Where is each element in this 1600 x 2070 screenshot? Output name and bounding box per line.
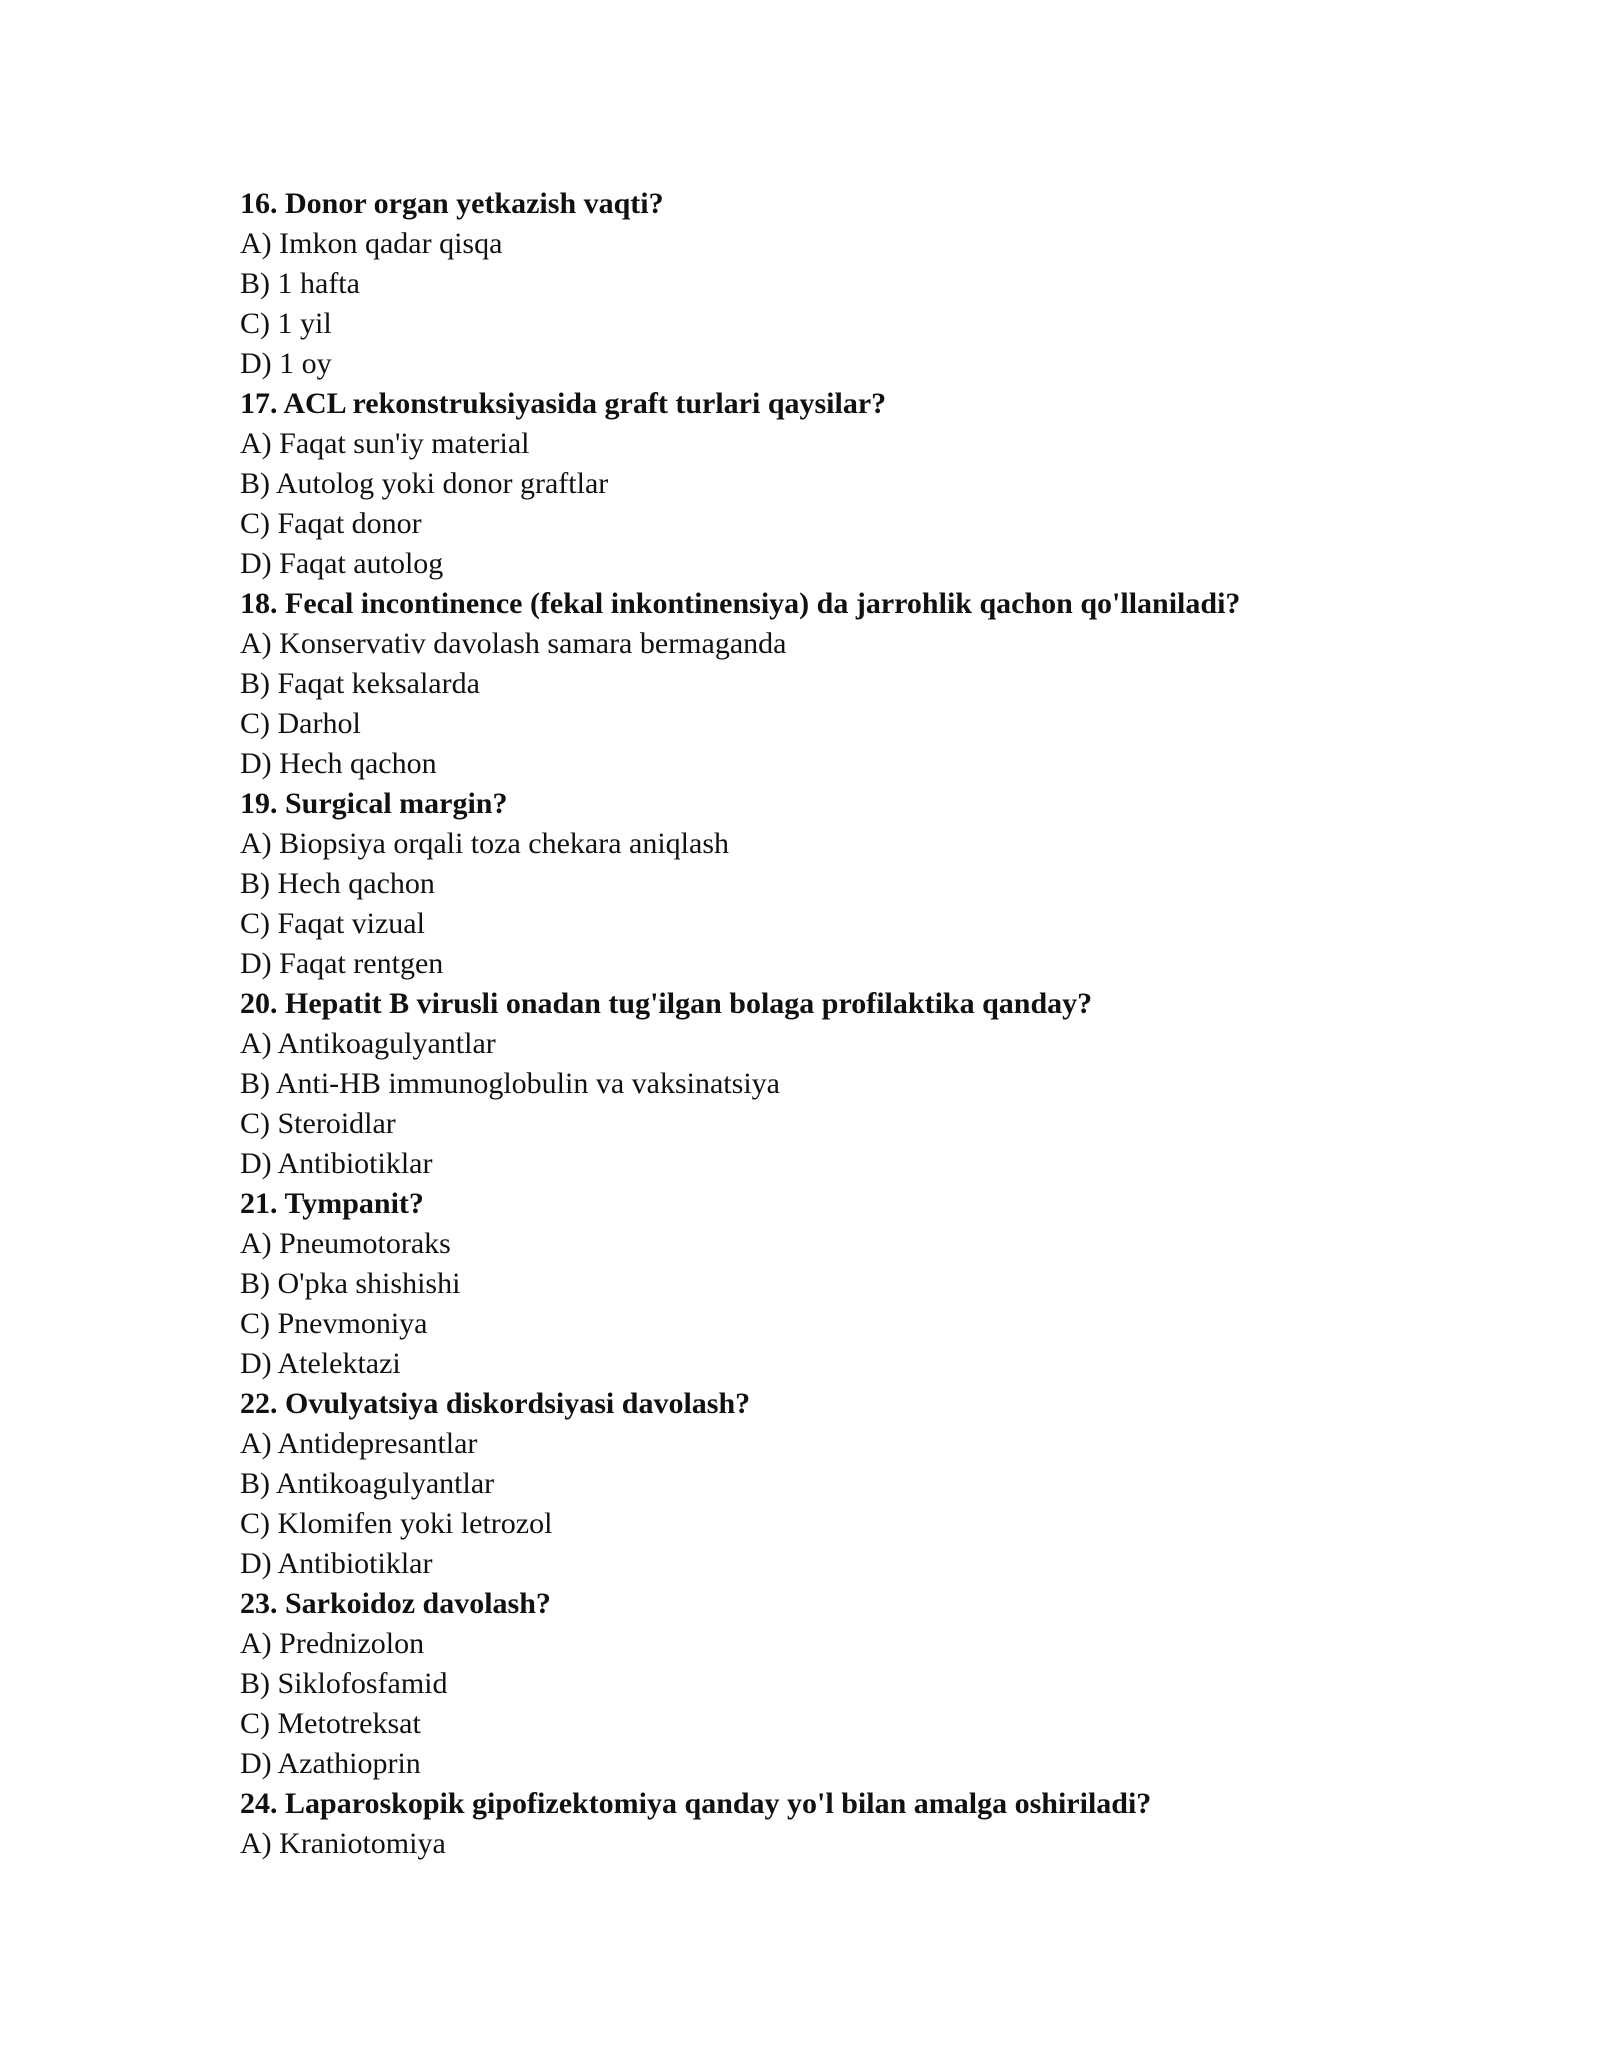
question-17 — [240, 384, 1440, 584]
question-title: 24. Laparoskopik gipofizektomiya qanday yo'l bilan amalga oshiriladi? — [240, 1787, 1152, 1820]
document-page — [240, 184, 1440, 1864]
question-title: 18. Fecal incontinence (fekal inkontinensiya) da jarrohlik qachon qo'llaniladi? — [240, 587, 1241, 620]
answer-option-c: C) Metotreksat — [240, 1707, 421, 1740]
answer-option-d: D) Atelektazi — [240, 1347, 401, 1380]
answer-option-b: B) Autolog yoki donor graftlar — [240, 467, 609, 500]
answer-option-a: A) Antidepresantlar — [240, 1427, 478, 1460]
answer-option-d: D) Hech qachon — [240, 747, 437, 780]
question-16 — [240, 184, 1440, 384]
answer-option-a: A) Antikoagulyantlar — [240, 1027, 496, 1060]
question-title: 22. Ovulyatsiya diskordsiyasi davolash? — [240, 1387, 751, 1420]
answer-option-b: B) O'pka shishishi — [240, 1267, 461, 1300]
question-title: 17. ACL rekonstruksiyasida graft turlari qaysilar? — [240, 387, 887, 420]
answer-option-a: A) Faqat sun'iy material — [240, 427, 530, 460]
answer-option-b: B) 1 hafta — [240, 267, 360, 300]
question-22 — [240, 1384, 1440, 1584]
answer-option-c: C) Faqat vizual — [240, 907, 425, 940]
answer-option-a: A) Konservativ davolash samara bermaganda — [240, 627, 787, 660]
answer-option-d: D) 1 oy — [240, 347, 332, 380]
answer-option-c: C) Pnevmoniya — [240, 1307, 428, 1340]
answer-option-c: C) Klomifen yoki letrozol — [240, 1507, 553, 1540]
answer-option-a: A) Imkon qadar qisqa — [240, 227, 503, 260]
question-title: 20. Hepatit B virusli onadan tug'ilgan bolaga profilaktika qanday? — [240, 987, 1093, 1020]
question-20 — [240, 984, 1440, 1184]
question-24 — [240, 1784, 1440, 1864]
answer-option-a: A) Pneumotoraks — [240, 1227, 451, 1260]
question-18 — [240, 584, 1440, 784]
answer-option-b: B) Antikoagulyantlar — [240, 1467, 495, 1500]
answer-option-a: A) Biopsiya orqali toza chekara aniqlash — [240, 827, 729, 860]
answer-option-c: C) Darhol — [240, 707, 361, 740]
answer-option-d: D) Antibiotiklar — [240, 1147, 433, 1180]
answer-option-b: B) Hech qachon — [240, 867, 435, 900]
answer-option-d: D) Faqat rentgen — [240, 947, 444, 980]
question-title: 16. Donor organ yetkazish vaqti? — [240, 187, 664, 220]
question-19 — [240, 784, 1440, 984]
answer-option-d: D) Faqat autolog — [240, 547, 444, 580]
answer-option-d: D) Antibiotiklar — [240, 1547, 433, 1580]
answer-option-c: C) 1 yil — [240, 307, 332, 340]
answer-option-b: B) Faqat keksalarda — [240, 667, 480, 700]
answer-option-b: B) Siklofosfamid — [240, 1667, 448, 1700]
answer-option-a: A) Kraniotomiya — [240, 1827, 446, 1860]
answer-option-c: C) Steroidlar — [240, 1107, 396, 1140]
answer-option-d: D) Azathioprin — [240, 1747, 421, 1780]
question-title: 21. Tympanit? — [240, 1187, 424, 1220]
answer-option-b: B) Anti-HB immunoglobulin va vaksinatsiya — [240, 1067, 780, 1100]
answer-option-a: A) Prednizolon — [240, 1627, 425, 1660]
question-23 — [240, 1584, 1440, 1784]
question-title: 23. Sarkoidoz davolash? — [240, 1587, 551, 1620]
question-title: 19. Surgical margin? — [240, 787, 508, 820]
question-21 — [240, 1184, 1440, 1384]
answer-option-c: C) Faqat donor — [240, 507, 422, 540]
